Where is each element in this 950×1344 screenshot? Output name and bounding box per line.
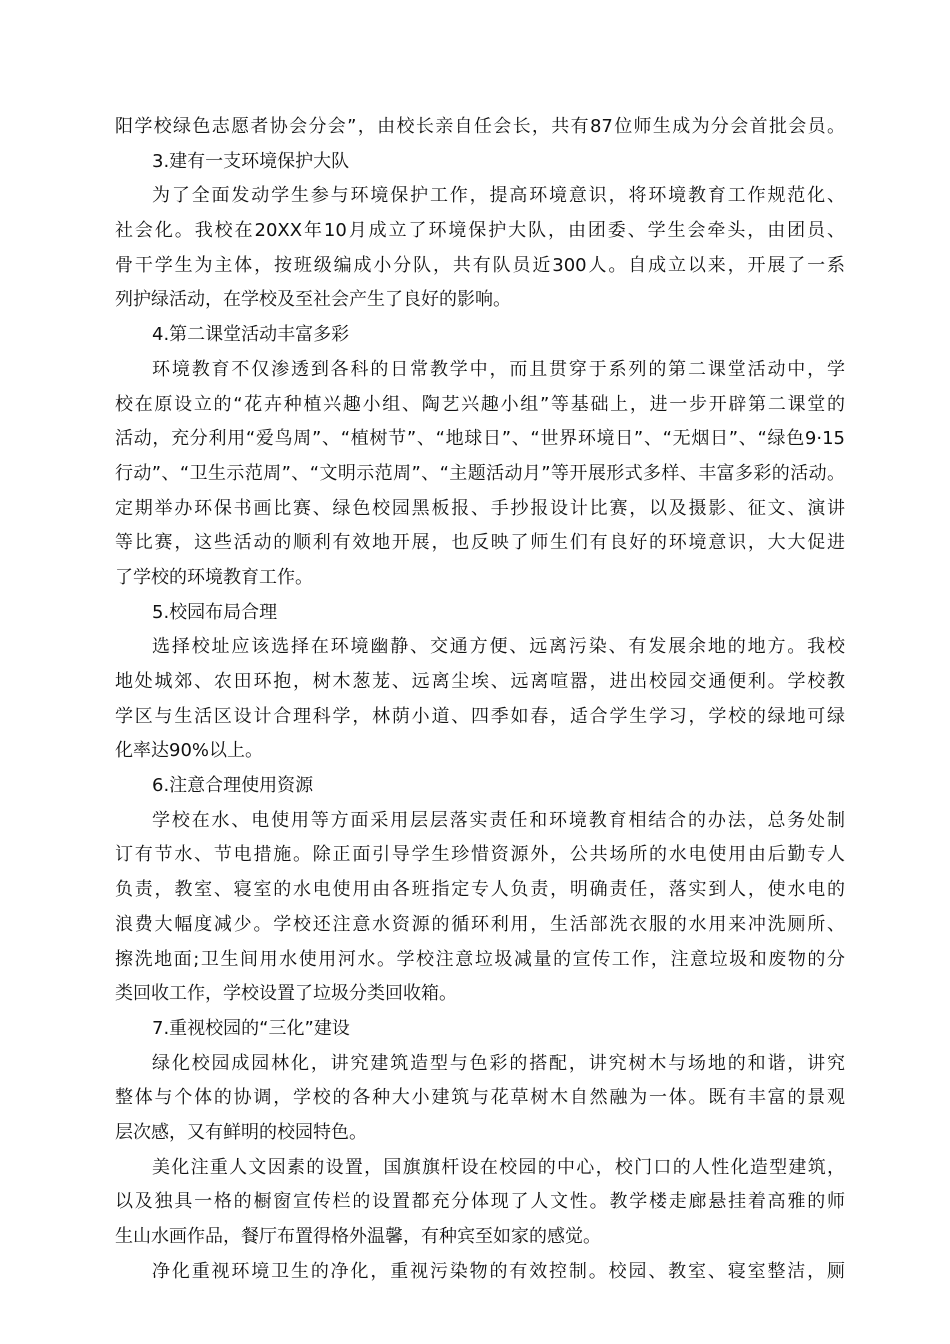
document-page bbox=[115, 110, 845, 1289]
text-line: 阳学校绿色志愿者协会分会”，由校长亲自任会长，共有87位师生成为分会首批会员。 bbox=[115, 116, 845, 137]
section-heading: 6.注意合理使用资源 bbox=[152, 775, 314, 797]
section-heading: 7.重视校园的“三化”建设 bbox=[152, 1017, 350, 1039]
text-line: 订有节水、节电措施。除正面引导学生珍惜资源外，公共场所的水电使用由后勤专人 bbox=[115, 844, 845, 866]
text-line: 学校在水、电使用等方面采用层层落实责任和环境教育相结合的办法，总务处制 bbox=[152, 809, 845, 831]
text-line: 活动，充分利用“爱鸟周”、“植树节”、“地球日”、“世界环境日”、“无烟日”、“绿色9·15 bbox=[115, 428, 845, 450]
text-line: 地处城郊、农田环抱，树木葱茏、远离尘埃、远离喧嚣，进出校园交通便利。学校教 bbox=[115, 671, 845, 692]
text-line: 等比赛，这些活动的顺利有效地开展，也反映了师生们有良好的环境意识，大大促进 bbox=[115, 532, 845, 554]
text-line: 类回收工作，学校设置了垃圾分类回收箱。 bbox=[115, 983, 457, 1005]
text-line: 行动”、“卫生示范周”、“文明示范周”、“主题活动月”等开展形式多样、丰富多彩的活动。 bbox=[115, 462, 845, 484]
text-line: 净化重视环境卫生的净化，重视污染物的有效控制。校园、教室、寝室整洁，厕 bbox=[152, 1260, 845, 1282]
text-line: 骨干学生为主体，按班级编成小分队，共有队员近300人。自成立以来，开展了一系 bbox=[115, 254, 845, 276]
text-line: 了学校的环境教育工作。 bbox=[115, 566, 313, 588]
text-line: 生山水画作品，餐厅布置得格外温馨，有种宾至如家的感觉。 bbox=[115, 1226, 601, 1247]
text-line: 以及独具一格的橱窗宣传栏的设置都充分体现了人文性。教学楼走廊悬挂着高雅的师 bbox=[115, 1191, 845, 1213]
text-line: 擦洗地面;卫生间用水使用河水。学校注意垃圾减量的宣传工作，注意垃圾和废物的分 bbox=[115, 948, 845, 970]
text-line: 列护绿活动，在学校及至社会产生了良好的影响。 bbox=[115, 289, 511, 311]
text-line: 校在原设立的“花卉种植兴趣小组、陶艺兴趣小组”等基础上，进一步开辟第二课堂的 bbox=[115, 393, 845, 415]
section-heading: 5.校园布局合理 bbox=[152, 601, 278, 623]
text-line: 浪费大幅度减少。学校还注意水资源的循环利用，生活部洗衣服的水用来冲洗厕所、 bbox=[115, 913, 845, 935]
text-line: 绿化校园成园林化，讲究建筑造型与色彩的搭配，讲究树木与场地的和谐，讲究 bbox=[152, 1052, 845, 1074]
text-line: 环境教育不仅渗透到各科的日常教学中，而且贯穿于系列的第二课堂活动中，学 bbox=[152, 358, 845, 380]
text-line: 化率达90%以上。 bbox=[115, 740, 264, 762]
text-line: 美化注重人文因素的设置，国旗旗杆设在校园的中心，校门口的人性化造型建筑， bbox=[152, 1156, 845, 1178]
text-line: 层次感，又有鲜明的校园特色。 bbox=[115, 1121, 367, 1143]
text-line: 社会化。我校在20XX年10月成立了环境保护大队，由团委、学生会牵头，由团员、 bbox=[115, 220, 845, 242]
text-line: 学区与生活区设计合理科学，林荫小道、四季如春，适合学生学习，学校的绿地可绿 bbox=[115, 705, 845, 727]
text-line: 选择校址应该选择在环境幽静、交通方便、远离污染、有发展余地的地方。我校 bbox=[152, 636, 845, 658]
text-line: 定期举办环保书画比赛、绿色校园黑板报、手抄报设计比赛，以及摄影、征文、演讲 bbox=[115, 497, 845, 519]
section-heading: 3.建有一支环境保护大队 bbox=[152, 150, 350, 172]
text-line: 整体与个体的协调，学校的各种大小建筑与花草树木自然融为一体。既有丰富的景观 bbox=[115, 1087, 845, 1109]
text-line: 为了全面发动学生参与环境保护工作，提高环境意识，将环境教育工作规范化、 bbox=[152, 185, 845, 207]
text-line: 负责，教室、寝室的水电使用由各班指定专人负责，明确责任，落实到人，使水电的 bbox=[115, 879, 845, 901]
section-heading: 4.第二课堂活动丰富多彩 bbox=[152, 324, 350, 346]
